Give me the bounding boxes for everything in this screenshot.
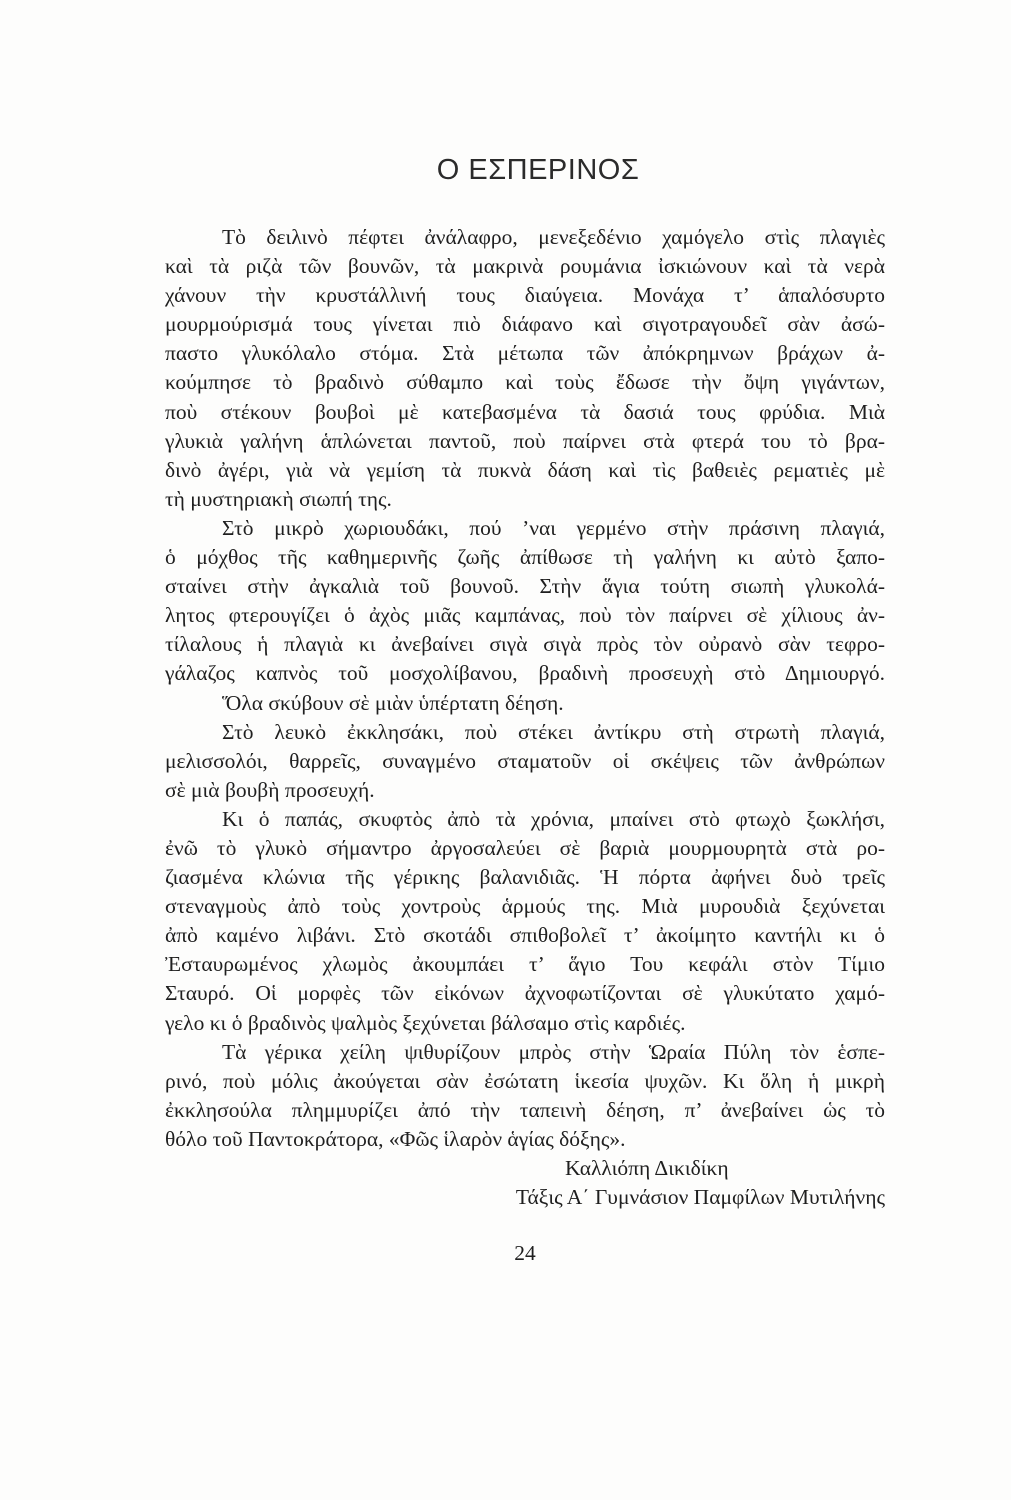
text-line: Κι ὁ παπάς, σκυφτὸς ἀπὸ τὰ χρόνια, μπαίνει στὸ φτωχὸ ξωκλήσι,: [222, 806, 885, 831]
text-line: στεναγμοὺς ἀπὸ τοὺς χοντροὺς ἁρμούς της. Μιὰ μυρουδιὰ ξεχύνεται: [165, 894, 885, 919]
text-line: Τὰ γέρικα χείλη ψιθυρίζουν μπρὸς στὴν Ὡραία Πύλη τὸν ἑσπε-: [222, 1039, 885, 1064]
text-line: γλυκιὰ γαλήνη ἁπλώνεται παντοῦ, ποὺ παίρνει στὰ φτερά του τὸ βρα-: [165, 428, 885, 453]
text-line: παστο γλυκόλαλο στόμα. Στὰ μέτωπα τῶν ἀπόκρημνων βράχων ἀ-: [165, 341, 885, 366]
text-line: Ἐσταυρωμένος χλωμὸς ἀκουμπάει τ’ ἅγιο Του κεφάλι στὸν Τίμιο: [165, 952, 885, 977]
text-line: κούμπησε τὸ βραδινὸ σύθαμπο καὶ τοὺς ἔδωσε τὴν ὄψη γιγάντων,: [165, 370, 885, 395]
text-line: ἐνῶ τὸ γλυκὸ σήμαντρο ἀργοσαλεύει σὲ βαριὰ μουρμουρητὰ στὰ ρο-: [165, 835, 885, 860]
text-line: τίλαλους ἡ πλαγιὰ κι ἀνεβαίνει σιγὰ σιγὰ πρὸς τὸν οὐρανὸ σὰν τεφρο-: [165, 632, 885, 657]
text-line: σὲ μιὰ βουβὴ προσευχή.: [165, 777, 375, 802]
text-line: καὶ τὰ ριζὰ τῶν βουνῶν, τὰ μακρινὰ ρουμάνια ἰσκιώνουν καὶ τὰ νερὰ: [165, 254, 885, 279]
text-line: ποὺ στέκουν βουβοὶ μὲ κατεβασμένα τὰ δασιά τους φρύδια. Μιὰ: [165, 399, 885, 424]
page-number: 24: [514, 1241, 536, 1265]
author-class-school: Τάξις Α΄ Γυμνάσιον Παμφίλων Μυτιλήνης: [515, 1185, 885, 1210]
text-line: γάλαζος καπνὸς τοῦ μοσχολίβανου, βραδινὴ προσευχὴ στὸ Δημιουργό.: [165, 661, 885, 686]
text-line: τὴ μυστηριακὴ σιωπή της.: [165, 486, 392, 511]
text-line: Στὸ λευκὸ ἐκκλησάκι, ποὺ στέκει ἀντίκρυ στὴ στρωτὴ πλαγιά,: [222, 719, 885, 744]
text-line: δινὸ ἀγέρι, γιὰ νὰ γεμίση τὰ πυκνὰ δάση καὶ τὶς βαθειὲς ρεματιὲς μὲ: [165, 457, 885, 482]
text-line: γελο κι ὁ βραδινὸς ψαλμὸς ξεχύνεται βάλσαμο στὶς καρδιές.: [165, 1010, 686, 1035]
text-line: ρινό, ποὺ μόλις ἀκούγεται σὰν ἐσώτατη ἱκεσία ψυχῶν. Κι ὅλη ἡ μικρὴ: [165, 1068, 885, 1093]
text-line: λητος φτερουγίζει ὁ ἀχὸς μιᾶς καμπάνας, ποὺ τὸν παίρνει σὲ χίλιους ἀν-: [165, 603, 885, 628]
text-line: Στὸ μικρὸ χωριουδάκι, πού ’ναι γερμένο στὴν πράσινη πλαγιά,: [222, 515, 885, 540]
text-line: χάνουν τὴν κρυστάλλινή τους διαύγεια. Μονάχα τ’ ἁπαλόσυρτο: [165, 283, 885, 308]
page-title: Ο ΕΣΠΕΡΙΝΟΣ: [436, 154, 640, 186]
text-line: μουρμούρισμά τους γίνεται πιὸ διάφανο καὶ σιγοτραγουδεῖ σὰν ἀσώ-: [165, 312, 885, 337]
text-line: Σταυρό. Οἱ μορφὲς τῶν εἰκόνων ἀχνοφωτίζονται σὲ γλυκύτατο χαμό-: [165, 981, 885, 1006]
text-line: σταίνει στὴν ἀγκαλιὰ τοῦ βουνοῦ. Στὴν ἅγια τούτη σιωπὴ γλυκολά-: [165, 574, 885, 599]
text-line: Ὅλα σκύβουν σὲ μιὰν ὑπέρτατη δέηση.: [222, 690, 564, 715]
text-body: [165, 223, 885, 1212]
author-name: Καλλιόπη Δικιδίκη: [565, 1156, 729, 1180]
text-line: ἐκκλησούλα πλημμυρίζει ἀπό τὴν ταπεινὴ δέηση, π’ ἀνεβαίνει ὡς τὸ: [165, 1097, 885, 1122]
text-line: θόλο τοῦ Παντοκράτορα, «Φῶς ἱλαρὸν ἁγίας δόξης».: [165, 1126, 626, 1151]
text-line: ζιασμένα κλώνια τῆς γέρικης βαλανιδιᾶς. Ἡ πόρτα ἀφήνει δυὸ τρεῖς: [165, 865, 885, 890]
text-line: ἀπὸ καμένο λιβάνι. Στὸ σκοτάδι σπιθοβολεῖ τ’ ἀκοίμητο καντήλι κι ὁ: [165, 923, 885, 948]
text-line: Τὸ δειλινὸ πέφτει ἀνάλαφρο, μενεξεδένιο χαμόγελο στὶς πλαγιὲς: [222, 225, 885, 249]
text-line: ὁ μόχθος τῆς καθημερινῆς ζωῆς ἀπίθωσε τὴ γαλήνη κι αὐτὸ ξαπο-: [165, 545, 885, 570]
text-line: μελισσολόι, θαρρεῖς, συναγμένο σταματοῦν οἱ σκέψεις τῶν ἀνθρώπων: [165, 748, 885, 773]
